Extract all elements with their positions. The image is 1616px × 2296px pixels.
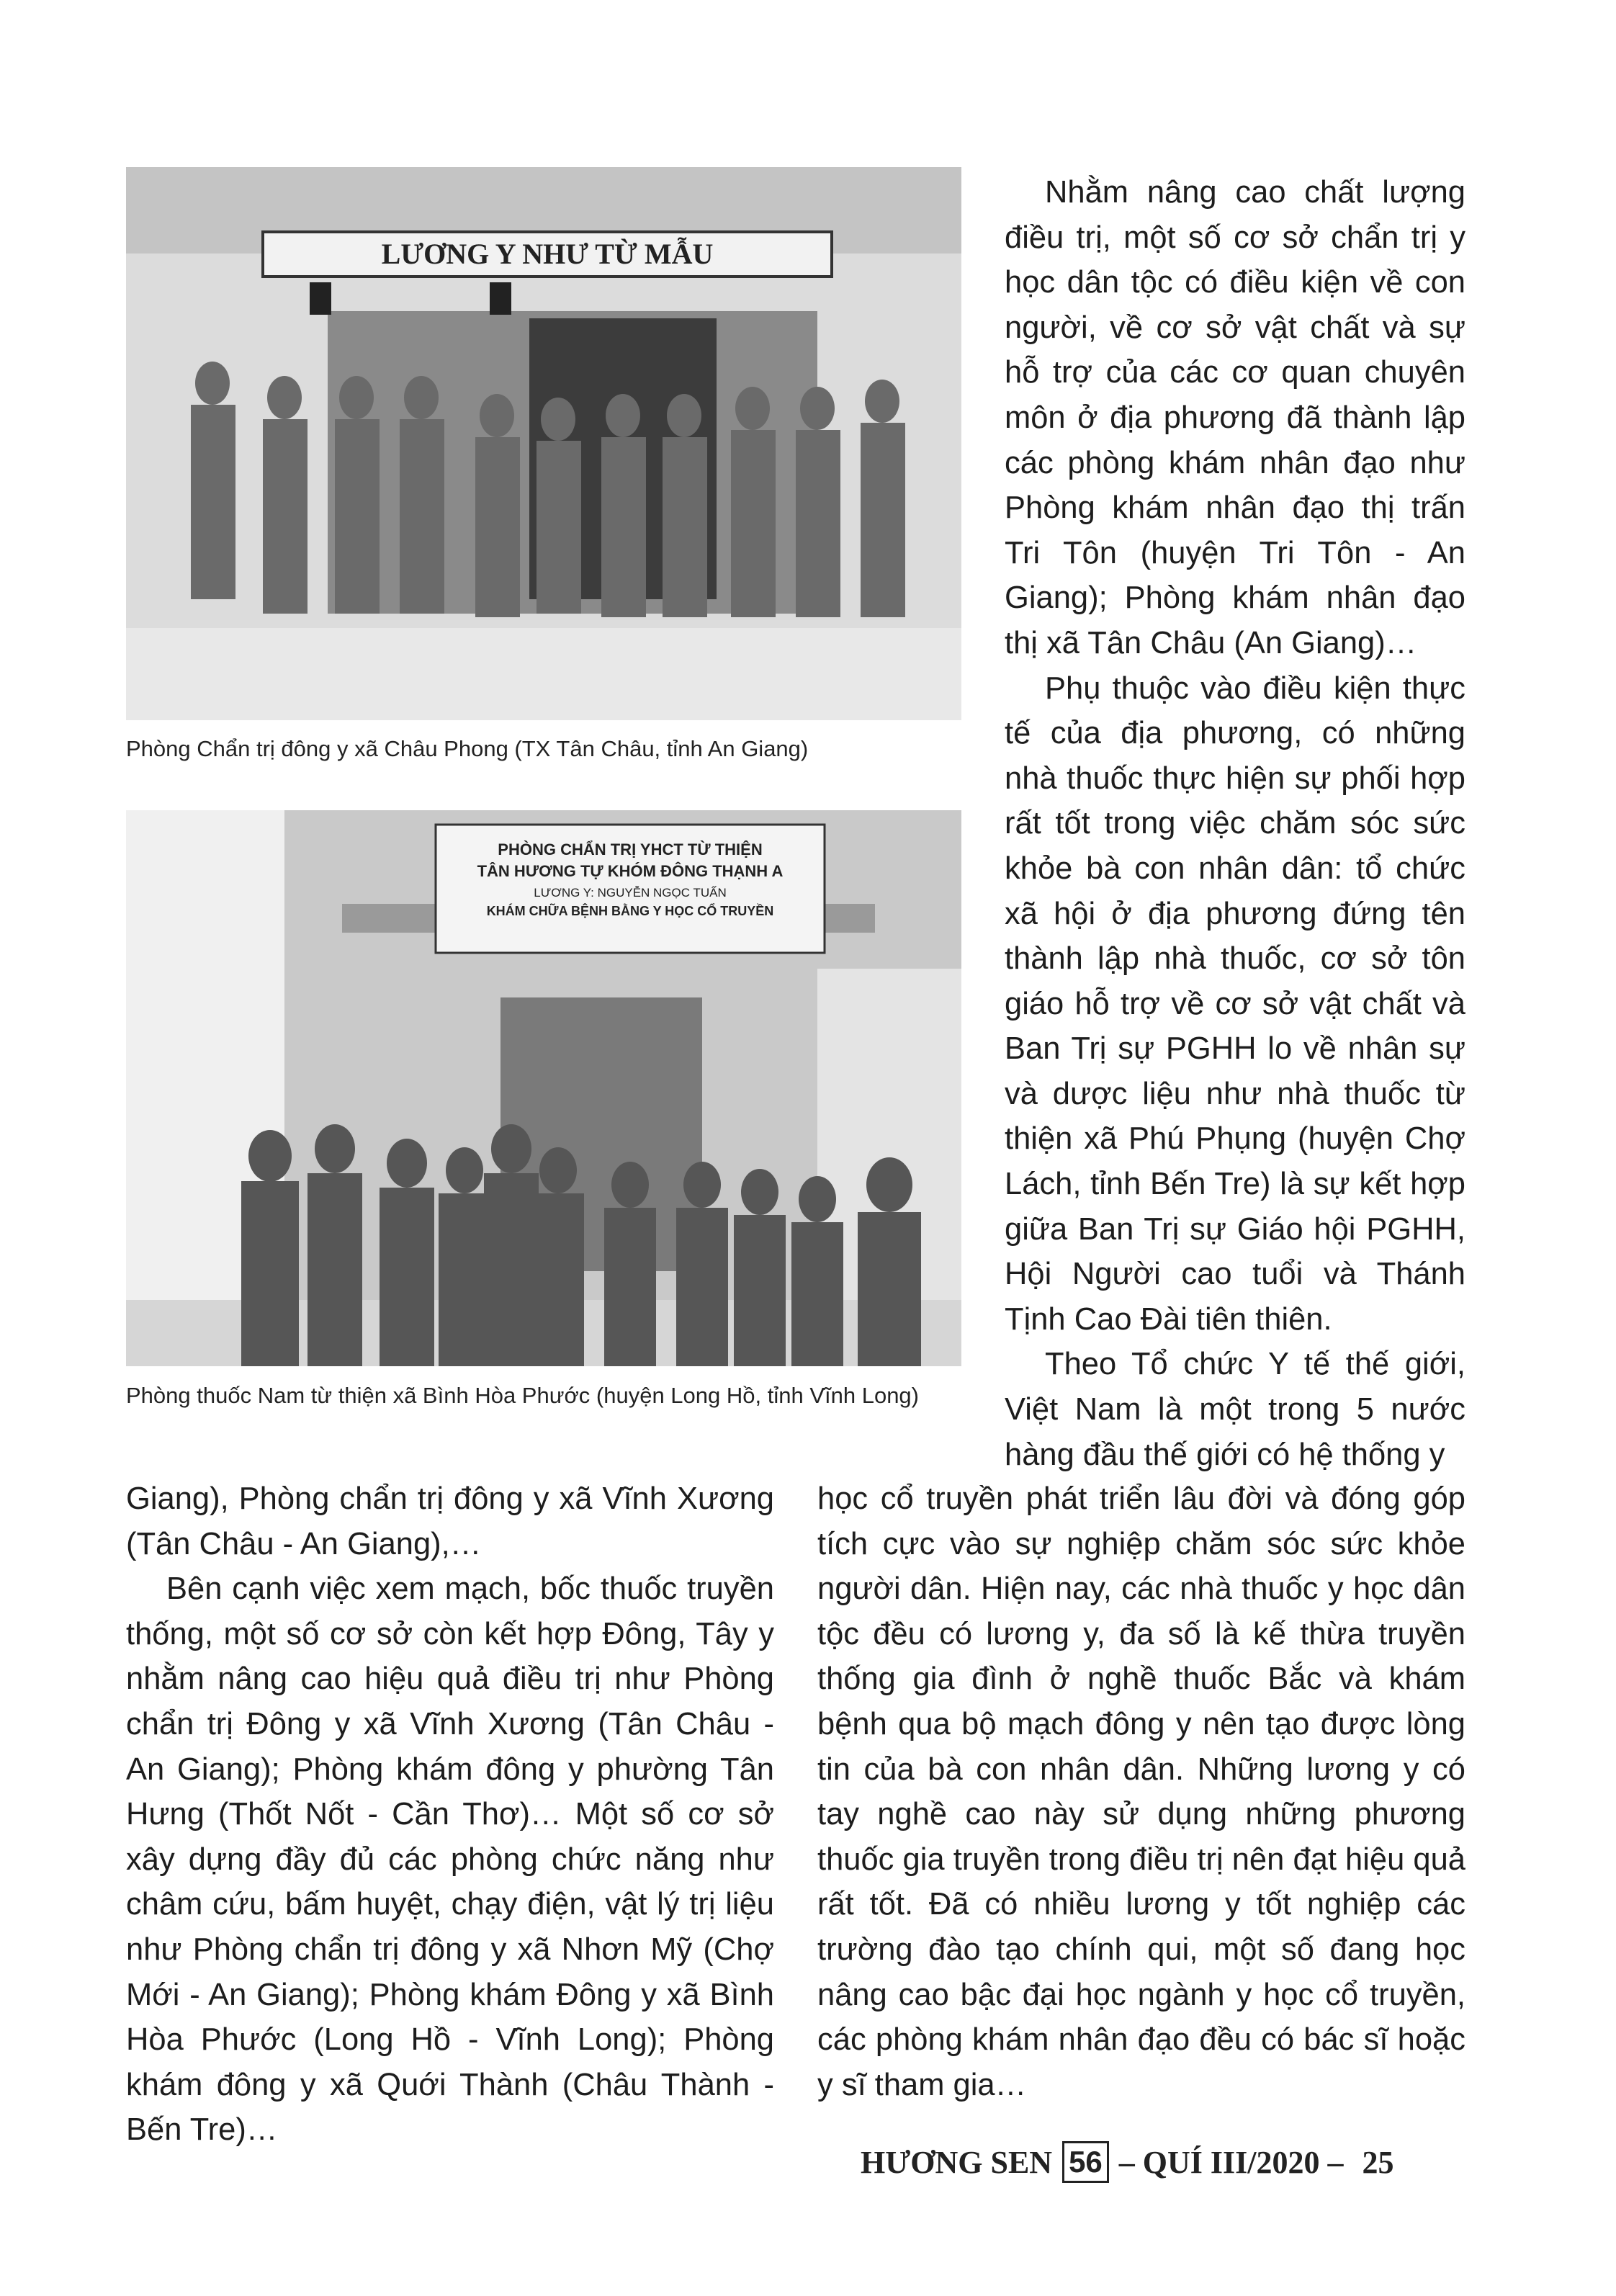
photo-1-caption: Phòng Chẩn trị đông y xã Châu Phong (TX Tân Châu, tỉnh An Giang) xyxy=(126,736,809,761)
issue-number: 56 xyxy=(1062,2141,1109,2183)
photo-2-sign-line-1: PHÒNG CHẨN TRỊ YHCT TỪ THIỆN xyxy=(498,840,763,858)
photo-clinic-binh-hoa-phuoc xyxy=(126,810,961,1366)
right-column-upper-text xyxy=(1005,170,1465,1477)
paragraph-phoi-hop-nha-thuoc: Phụ thuộc vào điều kiện thực tế của địa phương, có những nhà thuốc thực hiện sự phối hợp rất tốt trong việc chăm sóc sức khỏe bà con nhân dân: tổ chức xã hội ở địa phương đứng tên thành lập nhà thuốc, cơ sở tôn giáo hỗ trợ về cơ sở vật chất và Ban Trị sự PGHH lo về nhân sự và dược liệu như nhà thuốc từ thiện xã Phú Phụng (huyện Chợ Lách, tỉnh Bến Tre) là sự kết hợp giữa Ban Trị sự Giáo hội PGHH, Hội Người cao tuổi và Thánh Tịnh Cao Đài tiên thiên. xyxy=(1005,671,1465,1337)
paragraph-vinh-xuong: Giang), Phòng chẩn trị đông y xã Vĩnh Xương (Tân Châu - An Giang),… xyxy=(126,1481,774,1561)
photo-2-caption: Phòng thuốc Nam từ thiện xã Bình Hòa Phước (huyện Long Hồ, tỉnh Vĩnh Long) xyxy=(126,1383,919,1408)
paragraph-phong-kham-nhan-dao: Nhằm nâng cao chất lượng điều trị, một số cơ sở chẩn trị y học dân tộc có điều kiện về con người, về cơ sở vật chất và sự hỗ trợ của các cơ quan chuyên môn ở địa phương đã thành lập các phòng khám nhân đạo như Phòng khám nhân đạo thị trấn Tri Tôn (huyện Tri Tôn - An Giang); Phòng khám nhân đạo thị xã Tân Châu (An Giang)… xyxy=(1005,175,1465,660)
photo-1-sign-text: LƯƠNG Y NHƯ TỪ MẪU xyxy=(381,238,714,270)
photo-2-sign-line-3: LƯƠNG Y: NGUYỄN NGỌC TUẤN xyxy=(534,886,727,900)
page-footer xyxy=(861,2139,1394,2185)
paragraph-ket-hop-dong-tay-y: Bên cạnh việc xem mạch, bốc thuốc truyền thống, một số cơ sở còn kết hợp Đông, Tây y nhằm nâng cao hiệu quả điều trị như Phòng chẩn trị Đông y xã Vĩnh Xương (Tân Châu - An Giang); Phòng khám đông y phường Tân Hưng (Thốt Nốt - Cần Thơ)… Một số cơ sở xây dựng đầy đủ các phòng chức năng như châm cứu, bấm huyệt, chạy điện, vật lý trị liệu như Phòng chẩn trị đông y xã Nhơn Mỹ (Chợ Mới - An Giang); Phòng khám Đông y xã Bình Hòa Phước (Long Hồ - Vĩnh Long); Phòng khám đông y xã Quới Thành (Châu Thành - Bến Tre)… xyxy=(126,1571,774,2148)
photo-1-illustration xyxy=(126,167,961,720)
issue-period: – QUÍ III/2020 – xyxy=(1118,2144,1344,2180)
paragraph-y-hoc-co-truyen: học cổ truyền phát triển lâu đời và đóng góp tích cực vào sự nghiệp chăm sóc sức khỏe người dân. Hiện nay, các nhà thuốc y học dân tộc đều có lương y, đa số là kế thừa truyền thống gia đình ở nghề thuốc Bắc và khám bệnh qua bộ mạch đông y nên tạo được lòng tin của bà con nhân dân. Những lương y có tay nghề cao này sử dụng những phương thuốc gia truyền trong điều trị nên đạt hiệu quả rất tốt. Đã có nhiều lương y tốt nghiệp các trường đào tạo chính qui, một số đang học nâng cao bậc đại học ngành y học cổ truyền, các phòng khám nhân đạo đều có bác sĩ hoặc y sĩ tham gia… xyxy=(817,1481,1465,2102)
photo-2-sign-line-4: KHÁM CHỮA BỆNH BẰNG Y HỌC CỔ TRUYỀN xyxy=(486,904,774,918)
photo-2-illustration xyxy=(126,810,961,1366)
photo-clinic-chau-phong xyxy=(126,167,961,720)
right-column-lower-text xyxy=(817,1476,1465,2107)
magazine-name: HƯƠNG SEN xyxy=(861,2144,1053,2180)
photo-2-sign-line-2: TÂN HƯƠNG TỰ KHÓM ĐÔNG THẠNH A xyxy=(477,862,784,880)
paragraph-to-chuc-y-te: Theo Tổ chức Y tế thế giới, Việt Nam là một trong 5 nước hàng đầu thế giới có hệ thống y xyxy=(1005,1347,1465,1472)
left-column-lower-text xyxy=(126,1476,774,2153)
page-number: 25 xyxy=(1362,2144,1394,2180)
